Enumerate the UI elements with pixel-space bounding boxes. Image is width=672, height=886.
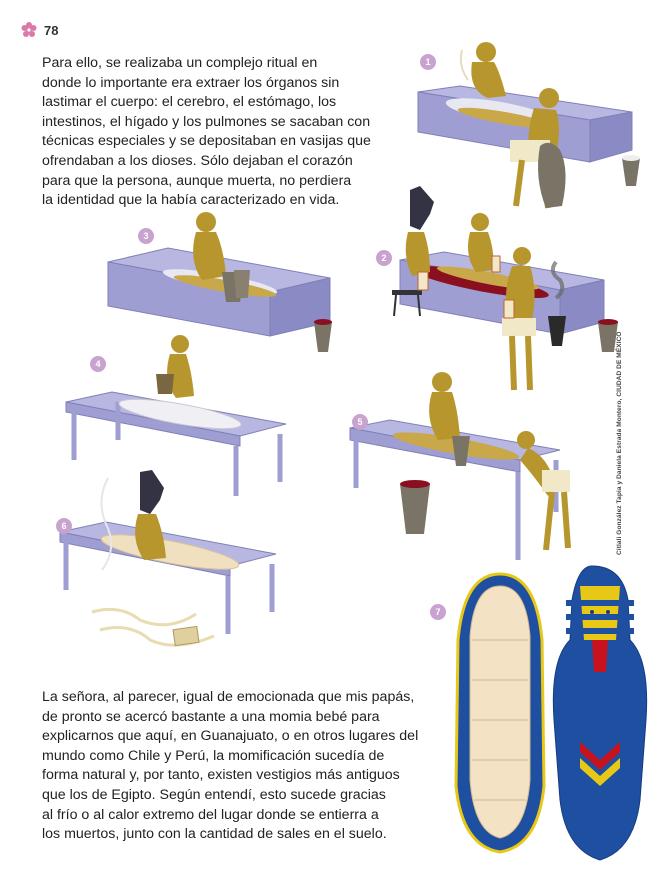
illustration-credit: Citlali González Tapia y Daniela Estrada Montero, CIUDAD DE MÉXICO: [616, 331, 623, 555]
text-line: los muertos, junto con la cantidad de sales en el suelo.: [42, 826, 387, 843]
svg-text:1: 1: [425, 57, 431, 67]
text-line: forma natural y, por tanto, existen vestigios más antiguos: [42, 767, 400, 784]
text-line: Para ello, se realizaba un complejo ritual en: [42, 55, 318, 71]
text-line: ofrendaban a los dioses. Sólo dejaban el corazón: [42, 152, 353, 169]
svg-text:2: 2: [381, 253, 387, 263]
svg-text:4: 4: [95, 359, 101, 369]
text-line: la identidad que la había caracterizado en vida.: [42, 192, 340, 209]
step-7-illustration: [430, 566, 647, 860]
step-4-illustration: [66, 335, 286, 496]
step-1-illustration: [418, 42, 640, 208]
step-2-illustration: [376, 186, 618, 390]
page-number: 78: [44, 22, 59, 38]
svg-text:6: 6: [61, 521, 67, 531]
step-3-illustration: [108, 212, 332, 352]
step-6-illustration: [56, 470, 276, 646]
text-line: de pronto se acercó bastante a una momia bebé para: [42, 708, 380, 725]
text-line: explicarnos que aquí, en Guanajuato, o en otros lugares del: [42, 728, 419, 745]
text-line: al frío o al calor extremo del lugar donde se entierra a: [42, 806, 379, 823]
text-line: La señora, al parecer, igual de emocionada que mis papás,: [42, 689, 415, 705]
svg-text:7: 7: [435, 607, 441, 617]
text-line: para que la persona, aunque muerta, no perdiera: [42, 172, 352, 189]
svg-text:3: 3: [143, 231, 149, 241]
svg-text:5: 5: [357, 417, 363, 427]
text-line: técnicas especiales y se depositaban en vasijas que: [42, 133, 371, 150]
text-line: donde lo importante era extraer los órganos sin: [42, 74, 340, 91]
step-5-illustration: [350, 372, 570, 560]
text-line: mundo como Chile y Perú, la momificación sucedía de: [42, 747, 385, 764]
text-line: intestinos, el hígado y los pulmones se sacaban con: [42, 113, 371, 130]
text-line: que los de Egipto. Según entendí, esto sucede gracias: [42, 786, 386, 803]
text-line: lastimar el cuerpo: el cerebro, el estómago, los: [42, 94, 337, 111]
